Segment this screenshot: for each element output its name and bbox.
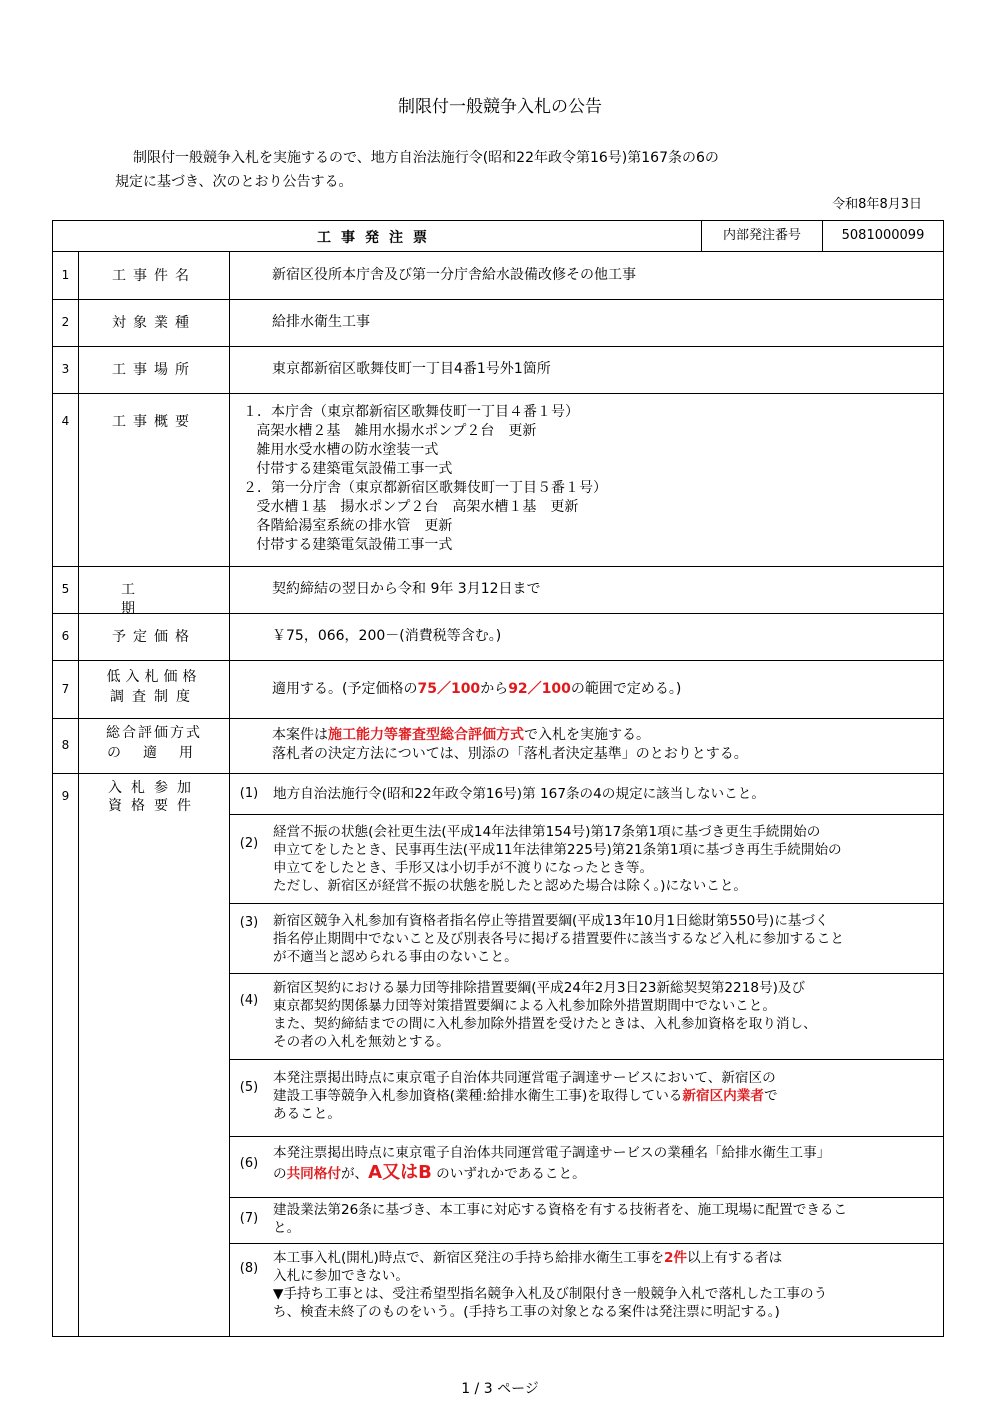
- value-text: で入札を実施する。: [524, 727, 650, 743]
- overview-line: ２．第一分庁舎（東京都新宿区歌舞伎町一丁目５番１号）: [243, 480, 607, 496]
- row-number: 1: [61, 268, 70, 282]
- item-number: (1): [239, 786, 259, 801]
- comprehensive-evaluation-value: [272, 726, 939, 764]
- lower-ratio: 75／100: [417, 681, 481, 697]
- row-label-line-2: の適用: [107, 745, 215, 761]
- count-highlight: 2件: [663, 1250, 688, 1266]
- item-text: 本工事入札(開札)時点で、新宿区発注の手持ち給排水衛生工事を2件以上有する者は 入札に参加できない。 ▼手持ち工事とは、受注希望型指名競争入札及び制限付き一般競争入札で落札した工事のう ち、検査未終了のものをいう。(手持ち工事の対象となる案件は発注票に明記する。): [273, 1250, 828, 1320]
- construction-site-value: 東京都新宿区歌舞伎町一丁目4番1号外1箇所: [272, 361, 551, 377]
- eligibility-item-7: [229, 1197, 943, 1244]
- construction-overview-value: [243, 403, 939, 555]
- upper-ratio: 92／100: [508, 681, 571, 697]
- row-label-line-1: 総合評価方式: [106, 725, 202, 741]
- row-label-line-1: 低入札価格: [106, 669, 202, 685]
- row-label: 工事概要: [112, 414, 196, 430]
- row-label: 予定価格: [112, 629, 196, 645]
- eligibility-item-5: [229, 1059, 943, 1137]
- item-text: 建設業法第26条に基づき、本工事に対応する資格を有する技術者を、施工現場に配置できるこ と。: [273, 1202, 848, 1236]
- item-text: 本発注票掲出時点に東京電子自治体共同運営電子調達サービスにおいて、新宿区の 建設工事等競争入札参加資格(業種:給排水衛生工事)を取得している新宿区内業者で あること。: [273, 1070, 778, 1122]
- eligibility-item-2: [229, 814, 943, 904]
- eligibility-item-1: [229, 774, 943, 815]
- item-number: (4): [239, 993, 259, 1008]
- row-low-bid-investigation: [53, 661, 943, 719]
- item-text: 本発注票掲出時点に東京電子自治体共同運営電子調達サービスの業種名「給排水衛生工事」 の共同格付が、A又はB のいずれかであること。: [273, 1145, 831, 1183]
- row-number: 2: [61, 315, 70, 329]
- row-construction-name: [53, 252, 943, 300]
- row-number: 3: [61, 362, 70, 376]
- overview-line: 高架水槽２基 雑用水揚水ポンプ２台 更新: [243, 423, 537, 439]
- row-label: 対象業種: [112, 315, 196, 331]
- item-number: (5): [239, 1080, 259, 1095]
- order-sheet-table: [52, 220, 944, 1337]
- item-text: 地方自治法施行令(昭和22年政令第16号)第 167条の4の規定に該当しないこと。: [273, 786, 765, 802]
- evaluation-method: 施工能力等審査型総合評価方式: [328, 727, 524, 743]
- low-bid-investigation-value: [272, 680, 939, 699]
- row-label-line-1: 入札参加: [108, 780, 200, 796]
- item-text: 新宿区契約における暴力団等排除措置要綱(平成24年2月3日23新総契契第2218号)及び 東京都契約関係暴力団等対策措置要綱による入札参加除外措置期間中でないこと。 また、契約締結までの間に入札参加除外措置を受けたときは、入札参加資格を取り消し、 その者の入札を無効とする。: [273, 980, 817, 1050]
- item-text: 経営不振の状態(会社更生法(平成14年法律第154号)第17条第1項に基づき更生手続開始の 申立てをしたとき、民事再生法(平成11年法律第225号)第21条第1項に基づき再生手続開始の 申立てをしたとき、手形又は小切手が不渡りになったとき等。 ただし、新宿区が経営不振の状態を脱したと認めた場合は除く。)にないこと。: [273, 824, 842, 894]
- row-target-industry: [53, 300, 943, 347]
- planned-price-value: ￥75，066，200－(消費税等含む。): [272, 628, 502, 644]
- row-eligibility-requirements: [53, 774, 943, 1336]
- value-text: 本案件は: [272, 727, 328, 743]
- joint-rating-highlight: 共同格付: [286, 1166, 341, 1182]
- value-text: 適用する。(予定価格の: [272, 681, 418, 697]
- item-number: (8): [239, 1261, 259, 1276]
- value-text: の範囲で定める。): [570, 681, 682, 697]
- overview-line: 各階給湯室系統の排水管 更新: [243, 518, 453, 534]
- row-label-line-2: 調査制度: [110, 689, 198, 705]
- row-number: 4: [61, 414, 70, 428]
- row-number: 6: [61, 629, 70, 643]
- row-number: 9: [61, 789, 70, 803]
- row-construction-period: [53, 567, 943, 617]
- internal-number-label: 内部発注番号: [701, 221, 823, 251]
- intro-text: [115, 146, 905, 194]
- overview-line: 雑用水受水槽の防水塗装一式: [243, 442, 439, 458]
- eligibility-item-4: [229, 973, 943, 1060]
- overview-line: 付帯する建築電気設備工事一式: [243, 537, 453, 553]
- page-number: 1 / 3 ページ: [461, 1381, 539, 1397]
- item-text: 新宿区競争入札参加有資格者指名停止等措置要綱(平成13年10月1日総財第550号)に基づく 指名停止期間中でないこと及び別表各号に掲げる措置要件に該当するなど入札に参加すること が不適当と認められる事由のないこと。: [273, 913, 844, 965]
- value-text: から: [480, 681, 509, 697]
- row-number: 7: [61, 682, 70, 696]
- overview-line: 受水槽１基 揚水ポンプ２台 高架水槽１基 更新: [243, 499, 579, 515]
- item-number: (2): [239, 836, 259, 851]
- row-number: 5: [61, 582, 70, 596]
- item-number: (3): [239, 915, 259, 930]
- construction-period-value: 契約締結の翌日から令和 9年 3月12日まで: [272, 581, 541, 597]
- row-construction-overview: [53, 394, 943, 567]
- overview-line: 付帯する建築電気設備工事一式: [243, 461, 453, 477]
- page-title: 制限付一般競争入札の公告: [398, 97, 602, 117]
- row-label: 工事件名: [112, 268, 196, 284]
- row-label: 工事場所: [112, 362, 196, 378]
- row-construction-site: [53, 347, 943, 394]
- item-number: (7): [239, 1211, 259, 1226]
- eligibility-items: [229, 774, 943, 1336]
- row-label: 工期: [121, 582, 207, 617]
- intro-line-2: 規定に基づき、次のとおり公告する。: [115, 174, 353, 190]
- overview-line: １．本庁舎（東京都新宿区歌舞伎町一丁目４番１号）: [243, 404, 579, 420]
- order-sheet-header: [53, 221, 943, 252]
- intro-line-1: 制限付一般競争入札を実施するので、地方自治法施行令(昭和22年政令第16号)第167条の6の: [133, 150, 719, 166]
- construction-name-value: 新宿区役所本庁舎及び第一分庁舎給水設備改修その他工事: [272, 267, 636, 283]
- value-text: 落札者の決定方法については、別添の「落札者決定基準」のとおりとする。: [272, 746, 748, 762]
- eligibility-item-8: [229, 1243, 943, 1334]
- notice-date: 令和8年8月3日: [832, 197, 922, 212]
- row-label-line-2: 資格要件: [108, 798, 200, 814]
- row-comprehensive-evaluation: [53, 719, 943, 774]
- item-number: (6): [239, 1156, 259, 1171]
- eligibility-item-6: [229, 1136, 943, 1198]
- rating-grade-highlight: A又はB: [368, 1162, 432, 1183]
- order-sheet-title: 工事発注票: [317, 230, 437, 246]
- row-planned-price: [53, 614, 943, 661]
- target-industry-value: 給排水衛生工事: [272, 314, 370, 330]
- internal-number-value: 5081000099: [841, 228, 925, 243]
- local-contractor-highlight: 新宿区内業者: [682, 1088, 764, 1104]
- row-number: 8: [61, 738, 70, 752]
- eligibility-item-3: [229, 903, 943, 974]
